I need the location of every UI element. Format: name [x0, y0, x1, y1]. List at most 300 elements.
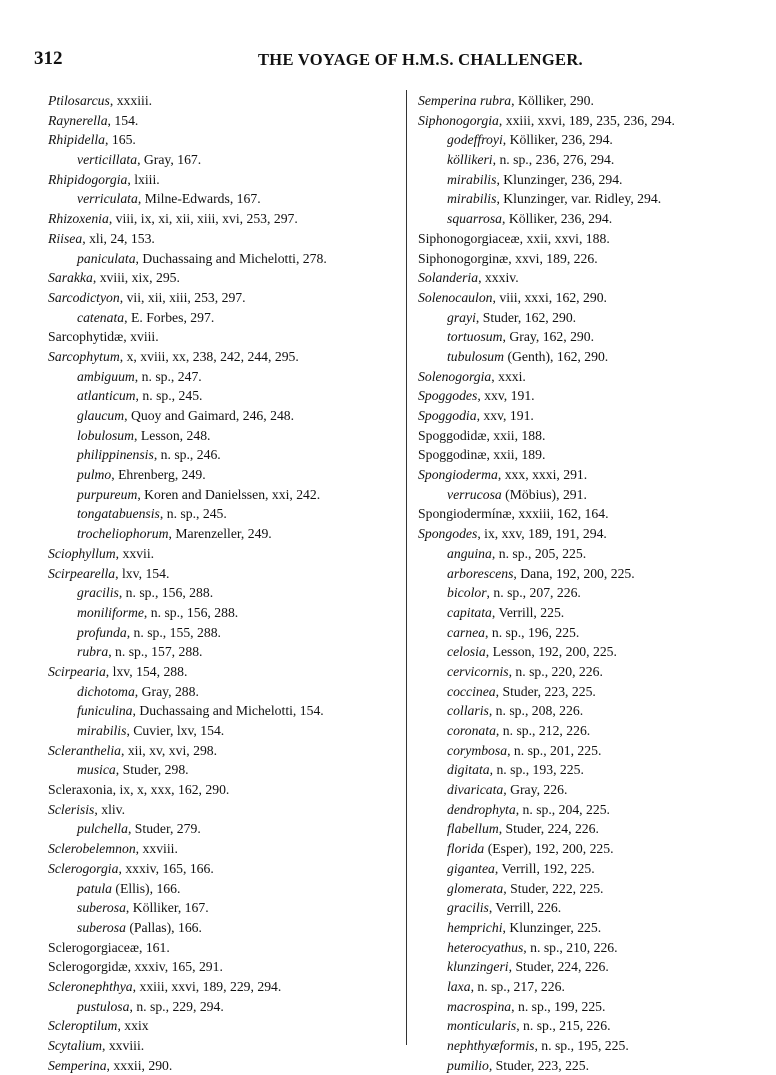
- index-entry: [48, 682, 418, 702]
- index-term: klunzingeri: [447, 959, 509, 975]
- running-head-title: THE VOYAGE OF H.M.S. CHALLENGER.: [258, 50, 583, 69]
- index-references: , 154.: [107, 112, 139, 128]
- index-entry: [48, 504, 418, 524]
- index-term: godeffroyi: [447, 132, 503, 148]
- index-term: suberosa: [77, 900, 126, 916]
- index-references: , Studer, 223, 225.: [495, 683, 596, 699]
- index-term: Siphonogorgiaceæ: [418, 230, 520, 246]
- index-term: mirabilis: [77, 723, 127, 738]
- index-entry: [418, 249, 776, 269]
- index-entry: [418, 170, 776, 190]
- index-entry: [418, 603, 776, 623]
- index-entry: [48, 327, 418, 347]
- index-entry: [48, 603, 418, 623]
- index-term: squarrosa: [447, 211, 503, 227]
- index-term: Scleroptilum: [48, 1018, 118, 1034]
- index-entry: [48, 1016, 418, 1036]
- index-references: , Kölliker, 167.: [125, 900, 209, 916]
- index-references: , Studer, 224, 226.: [498, 821, 599, 837]
- index-term: verrucosa: [447, 486, 502, 502]
- index-references: (Genth), 162, 290.: [504, 348, 609, 364]
- index-entry: [418, 91, 776, 111]
- index-term: Ptilosarcus: [48, 93, 110, 108]
- index-term: suberosa: [77, 919, 126, 935]
- index-references: , xxiii, xxvi, 189, 229, 294.: [132, 978, 282, 994]
- index-references: , 165.: [105, 132, 136, 148]
- index-entry: [48, 308, 418, 328]
- index-term: Rhipidella: [48, 132, 106, 148]
- index-term: mirabilis: [447, 171, 497, 187]
- index-entry: [48, 386, 418, 406]
- index-references: , n. sp., 212, 226.: [495, 723, 591, 738]
- index-entry: [48, 288, 418, 308]
- index-entry: [48, 485, 418, 505]
- index-entry: [418, 130, 776, 150]
- index-entry: [418, 544, 776, 564]
- index-references: , xxix: [117, 1018, 149, 1034]
- index-references: , n. sp., 245.: [159, 506, 227, 522]
- index-term: Sclerobelemnon: [48, 841, 136, 857]
- index-references: , Verrill, 192, 225.: [494, 860, 595, 876]
- index-entry: [418, 721, 776, 741]
- index-entry: [48, 564, 418, 584]
- index-references: , xxxiv, 165, 291.: [127, 959, 223, 975]
- index-term: heterocyathus: [447, 939, 524, 955]
- index-entry: [418, 209, 776, 229]
- index-references: , Kölliker, 290.: [511, 93, 594, 108]
- page-number: 312: [34, 48, 63, 69]
- index-references: , Klunzinger, var. Ridley, 294.: [496, 191, 662, 207]
- index-references: , xxxi.: [491, 368, 526, 384]
- index-term: Spoggodidæ: [418, 427, 487, 443]
- index-term: Rhipidogorgia: [48, 171, 128, 187]
- index-entry: [418, 997, 776, 1017]
- index-term: köllikeri: [447, 152, 493, 168]
- index-term: verticillata: [77, 152, 138, 168]
- index-term: catenata: [77, 309, 125, 325]
- index-entry: [418, 623, 776, 643]
- index-references: , xxvii.: [115, 545, 155, 561]
- index-term: gracilis: [77, 585, 119, 601]
- index-references: , lxiii.: [127, 171, 160, 187]
- index-entry: [418, 839, 776, 859]
- index-entry: [418, 800, 776, 820]
- index-entry: [418, 760, 776, 780]
- index-term: glomerata: [447, 880, 504, 896]
- index-entry: [418, 780, 776, 800]
- index-references: , xviii.: [123, 329, 159, 345]
- index-references: , 161.: [138, 939, 170, 955]
- index-term: Sclerogorgia: [48, 860, 119, 876]
- index-references: , viii, xxxi, 162, 290.: [492, 289, 607, 305]
- index-term: Sarcophytum: [48, 348, 120, 364]
- index-term: pulmo: [77, 467, 112, 483]
- index-term: moniliforme: [77, 604, 144, 620]
- index-term: pustulosa: [77, 998, 130, 1014]
- index-entry: [418, 426, 776, 446]
- index-term: coronata: [447, 723, 496, 738]
- index-references: , xxiii, xxvi, 189, 235, 236, 294.: [498, 112, 675, 128]
- index-entry: [418, 1036, 776, 1056]
- index-references: , Lesson, 248.: [134, 427, 211, 443]
- index-term: dendrophyta: [447, 801, 516, 817]
- index-references: , Gray, 162, 290.: [502, 329, 595, 345]
- index-term: tongatabuensis: [77, 506, 160, 522]
- index-term: pumilio: [447, 1057, 489, 1073]
- index-term: macrospina: [447, 998, 512, 1014]
- index-references: , Klunzinger, 236, 294.: [496, 171, 623, 187]
- index-term: purpureum: [77, 486, 138, 502]
- index-references: , n. sp., 204, 225.: [515, 801, 610, 817]
- index-term: Sclerisis: [48, 801, 95, 817]
- index-references: , xxviii.: [101, 1038, 145, 1053]
- index-term: Spongiodermínæ: [418, 506, 512, 522]
- index-term: gracilis: [447, 900, 489, 916]
- index-references: , Ehrenberg, 249.: [111, 467, 206, 483]
- index-entry: [48, 111, 418, 131]
- index-references: , Gray, 288.: [134, 683, 199, 699]
- index-term: philippinensis: [77, 447, 154, 463]
- index-references: , n. sp., 247.: [134, 368, 202, 384]
- index-term: Solanderia: [418, 270, 479, 286]
- index-term: tubulosum: [447, 348, 505, 364]
- index-term: pulchella: [77, 821, 128, 837]
- index-references: , Duchassaing and Michelotti, 154.: [132, 703, 324, 719]
- index-references: , n. sp., 220, 226.: [508, 663, 603, 679]
- index-entry: [48, 268, 418, 288]
- index-references: , Milne-Edwards, 167.: [137, 191, 261, 207]
- index-entry: [418, 701, 776, 721]
- index-term: Spoggodia: [418, 408, 477, 423]
- index-references: , n. sp., 196, 225.: [485, 624, 580, 640]
- index-entry: [418, 977, 776, 997]
- index-references: , x, xviii, xx, 238, 242, 244, 295.: [119, 348, 299, 364]
- index-entry: [418, 564, 776, 584]
- index-references: , n. sp., 199, 225.: [511, 998, 606, 1014]
- index-term: profunda: [77, 624, 127, 640]
- index-entry: [418, 642, 776, 662]
- index-term: bicolor: [447, 585, 487, 601]
- index-term: Siphonogorginæ: [418, 250, 509, 266]
- index-term: tortuosum: [447, 329, 503, 345]
- index-entry: [48, 918, 418, 938]
- index-references: , n. sp., 236, 276, 294.: [492, 152, 615, 168]
- index-references: (Möbius), 291.: [501, 486, 587, 502]
- index-references: , xxii, 189.: [486, 447, 546, 463]
- column-divider: [406, 90, 407, 1045]
- index-references: , Marenzeller, 249.: [168, 526, 272, 542]
- index-references: , n. sp., 205, 225.: [491, 545, 587, 561]
- index-references: , Klunzinger, 225.: [502, 919, 602, 935]
- index-entry: [418, 682, 776, 702]
- index-entry: [48, 91, 418, 111]
- index-references: , xxx, xxxi, 291.: [497, 467, 588, 483]
- index-references: , n. sp., 193, 225.: [489, 762, 584, 778]
- index-references: , xxvi, 189, 226.: [508, 250, 598, 266]
- index-references: , Verrill, 226.: [488, 900, 562, 916]
- index-references: , xxxiii.: [109, 93, 153, 108]
- index-term: Spoggodes: [418, 388, 478, 404]
- index-entry: [48, 938, 418, 958]
- index-references: , Gray, 226.: [503, 782, 568, 798]
- index-references: , n. sp., 246.: [153, 447, 221, 463]
- index-term: nephthyæformis: [447, 1038, 535, 1053]
- index-references: , Dana, 192, 200, 225.: [513, 565, 635, 581]
- index-references: , E. Forbes, 297.: [124, 309, 215, 325]
- index-references: (Esper), 192, 200, 225.: [484, 841, 614, 857]
- index-references: , xxxiv, 165, 166.: [118, 860, 214, 876]
- index-references: , Studer, 222, 225.: [503, 880, 604, 896]
- index-entry: [48, 662, 418, 682]
- index-term: Sarcophytidæ: [48, 329, 124, 345]
- index-term: paniculata: [77, 250, 136, 266]
- index-entry: [418, 957, 776, 977]
- index-term: Sclerogorgiaceæ: [48, 939, 139, 955]
- index-term: dichotoma: [77, 683, 135, 699]
- index-entry: [418, 1016, 776, 1036]
- index-entry: [48, 406, 418, 426]
- index-references: , n. sp., 229, 294.: [129, 998, 224, 1014]
- index-entry: [418, 662, 776, 682]
- index-entry: [48, 957, 418, 977]
- index-term: funiculina: [77, 703, 133, 719]
- index-entry: [48, 780, 418, 800]
- index-references: , Lesson, 192, 200, 225.: [485, 644, 617, 660]
- index-references: , n. sp., 156, 288.: [143, 604, 239, 620]
- index-entry: [418, 111, 776, 131]
- index-entry: [418, 229, 776, 249]
- index-references: , xxii, xxvi, 188.: [519, 230, 610, 246]
- index-entry: [418, 938, 776, 958]
- index-term: Raynerella: [48, 112, 108, 128]
- index-entry: [48, 800, 418, 820]
- index-references: , viii, ix, xi, xii, xiii, xvi, 253, 297.: [108, 211, 298, 227]
- index-term: Scytalium: [48, 1038, 102, 1053]
- index-entry: [418, 347, 776, 367]
- index-term: grayi: [447, 309, 476, 325]
- index-term: musica: [77, 762, 116, 778]
- index-entry: [48, 189, 418, 209]
- index-entry: [418, 524, 776, 544]
- index-term: cervicornis: [447, 663, 509, 679]
- index-entry: [418, 879, 776, 899]
- index-references: , Kölliker, 236, 294.: [502, 211, 613, 227]
- index-entry: [48, 977, 418, 997]
- index-references: , xxii, 188.: [486, 427, 546, 443]
- index-term: Sarcodictyon: [48, 289, 120, 305]
- index-term: gigantea: [447, 860, 495, 876]
- index-term: Sarakka: [48, 270, 93, 286]
- index-term: Scirpearella: [48, 565, 116, 581]
- index-references: , xliv.: [94, 801, 126, 817]
- index-references: , vii, xii, xiii, 253, 297.: [119, 289, 246, 305]
- index-term: carnea: [447, 624, 486, 640]
- index-entry: [418, 268, 776, 288]
- index-references: , n. sp., 207, 226.: [486, 585, 581, 601]
- index-term: anguina: [447, 545, 492, 561]
- index-entry: [418, 386, 776, 406]
- index-references: , n. sp., 215, 226.: [516, 1018, 611, 1034]
- index-entry: [48, 1056, 418, 1075]
- index-term: Siphonogorgia: [418, 112, 499, 128]
- index-references: , Koren and Danielssen, xxi, 242.: [137, 486, 321, 502]
- index-entry: [48, 741, 418, 761]
- index-references: (Ellis), 166.: [111, 880, 181, 896]
- index-references: , Quoy and Gaimard, 246, 248.: [124, 408, 295, 423]
- index-references: , xxxii, 290.: [106, 1057, 173, 1073]
- index-references: , Gray, 167.: [137, 152, 202, 168]
- index-term: Scleraxonia: [48, 782, 113, 798]
- index-entry: [418, 741, 776, 761]
- index-references: , n. sp., 217, 226.: [470, 978, 565, 994]
- index-references: , lxv, 154.: [115, 565, 170, 581]
- index-term: digitata: [447, 762, 490, 778]
- index-term: Solenogorgia: [418, 368, 492, 384]
- index-references: , xxxiv.: [478, 270, 519, 286]
- index-entry: [418, 485, 776, 505]
- index-entry: [48, 642, 418, 662]
- index-term: florida: [447, 841, 485, 857]
- index-references: , n. sp., 157, 288.: [108, 644, 203, 660]
- index-references: , n. sp., 195, 225.: [534, 1038, 629, 1053]
- index-term: Semperina: [48, 1057, 107, 1073]
- index-entry: [418, 583, 776, 603]
- index-term: flabellum: [447, 821, 499, 837]
- index-entry: [48, 170, 418, 190]
- index-entry: [48, 465, 418, 485]
- index-term: mirabilis: [447, 191, 497, 207]
- index-term: collaris: [447, 703, 489, 719]
- index-entry: [418, 445, 776, 465]
- index-references: , Studer, 224, 226.: [508, 959, 609, 975]
- index-entry: [48, 367, 418, 387]
- index-references: , xxv, 191.: [477, 388, 535, 404]
- index-references: , n. sp., 155, 288.: [126, 624, 221, 640]
- index-entry: [48, 150, 418, 170]
- index-term: Sciophyllum: [48, 545, 116, 561]
- index-references: , n. sp., 156, 288.: [118, 585, 214, 601]
- index-references: (Pallas), 166.: [125, 919, 202, 935]
- index-term: Spongioderma: [418, 467, 498, 483]
- index-entry: [418, 308, 776, 328]
- index-term: Solenocaulon: [418, 289, 493, 305]
- index-references: , Studer, 279.: [127, 821, 201, 837]
- index-entry: [48, 209, 418, 229]
- index-entry: [418, 819, 776, 839]
- index-term: arborescens: [447, 565, 514, 581]
- index-references: , xxviii.: [135, 841, 178, 857]
- index-entry: [48, 701, 418, 721]
- index-term: Rhizoxenia: [48, 211, 109, 227]
- index-entry: [48, 819, 418, 839]
- index-entry: [418, 189, 776, 209]
- index-entry: [48, 997, 418, 1017]
- index-term: Riisea: [48, 230, 83, 246]
- index-references: , ix, xxv, 189, 191, 294.: [477, 526, 607, 542]
- index-references: , Verrill, 225.: [491, 604, 565, 620]
- index-term: corymbosa: [447, 742, 508, 758]
- index-references: , xli, 24, 153.: [82, 230, 155, 246]
- index-references: , Kölliker, 236, 294.: [502, 132, 613, 148]
- index-entry: [48, 445, 418, 465]
- index-references: , Duchassaing and Michelotti, 278.: [135, 250, 327, 266]
- index-entry: [48, 249, 418, 269]
- index-entry: [48, 760, 418, 780]
- index-column-left: [48, 91, 418, 1075]
- index-entry: [48, 879, 418, 899]
- index-entry: [48, 623, 418, 643]
- index-references: , lxv, 154, 288.: [105, 663, 188, 679]
- index-entry: [48, 544, 418, 564]
- index-references: , n. sp., 245.: [135, 388, 203, 404]
- index-references: , xii, xv, xvi, 298.: [120, 742, 218, 758]
- index-term: divaricata: [447, 782, 504, 798]
- index-term: Scleranthelia: [48, 742, 121, 758]
- index-term: Scirpearia: [48, 663, 106, 679]
- index-entry: [48, 721, 418, 741]
- index-entry: [48, 524, 418, 544]
- index-references: , xxxiii, 162, 164.: [511, 506, 609, 522]
- index-term: atlanticum: [77, 388, 136, 404]
- index-term: patula: [77, 880, 112, 896]
- index-entry: [48, 229, 418, 249]
- index-term: Spoggodinæ: [418, 447, 487, 463]
- index-entry: [418, 918, 776, 938]
- index-entry: [48, 859, 418, 879]
- index-entry: [48, 1036, 418, 1056]
- index-term: monticularis: [447, 1018, 517, 1034]
- index-entry: [418, 327, 776, 347]
- index-entry: [48, 426, 418, 446]
- index-entry: [48, 347, 418, 367]
- index-references: , Studer, 223, 225.: [488, 1057, 590, 1073]
- index-entry: [418, 150, 776, 170]
- index-entry: [418, 406, 776, 426]
- index-term: coccinea: [447, 683, 496, 699]
- index-term: celosia: [447, 644, 486, 660]
- index-entry: [418, 1056, 776, 1075]
- index-entry: [418, 367, 776, 387]
- index-term: laxa: [447, 978, 471, 994]
- index-term: verriculata: [77, 191, 138, 207]
- index-references: , n. sp., 208, 226.: [488, 703, 584, 719]
- index-references: , xxv, 191.: [476, 408, 534, 423]
- index-entry: [48, 583, 418, 603]
- index-references: , ix, x, xxx, 162, 290.: [112, 782, 230, 798]
- index-references: , Studer, 162, 290.: [475, 309, 577, 325]
- index-entry: [418, 859, 776, 879]
- index-term: Sclerogorgidæ: [48, 959, 128, 975]
- index-term: Scleronephthya: [48, 978, 133, 994]
- index-column-right: [418, 91, 776, 1075]
- index-term: ambiguum: [77, 368, 135, 384]
- index-term: Spongodes: [418, 526, 478, 542]
- index-entry: [48, 130, 418, 150]
- index-term: capitata: [447, 604, 492, 620]
- index-references: , Cuvier, lxv, 154.: [126, 723, 225, 738]
- index-term: trocheliophorum: [77, 526, 169, 542]
- index-term: rubra: [77, 644, 109, 660]
- index-term: glaucum: [77, 408, 125, 423]
- index-entry: [48, 839, 418, 859]
- index-references: , n. sp., 210, 226.: [523, 939, 618, 955]
- index-entry: [48, 898, 418, 918]
- index-entry: [418, 504, 776, 524]
- index-references: , xviii, xix, 295.: [92, 270, 180, 286]
- index-term: hemprichi: [447, 919, 503, 935]
- index-entry: [418, 898, 776, 918]
- index-references: , n. sp., 201, 225.: [507, 742, 602, 758]
